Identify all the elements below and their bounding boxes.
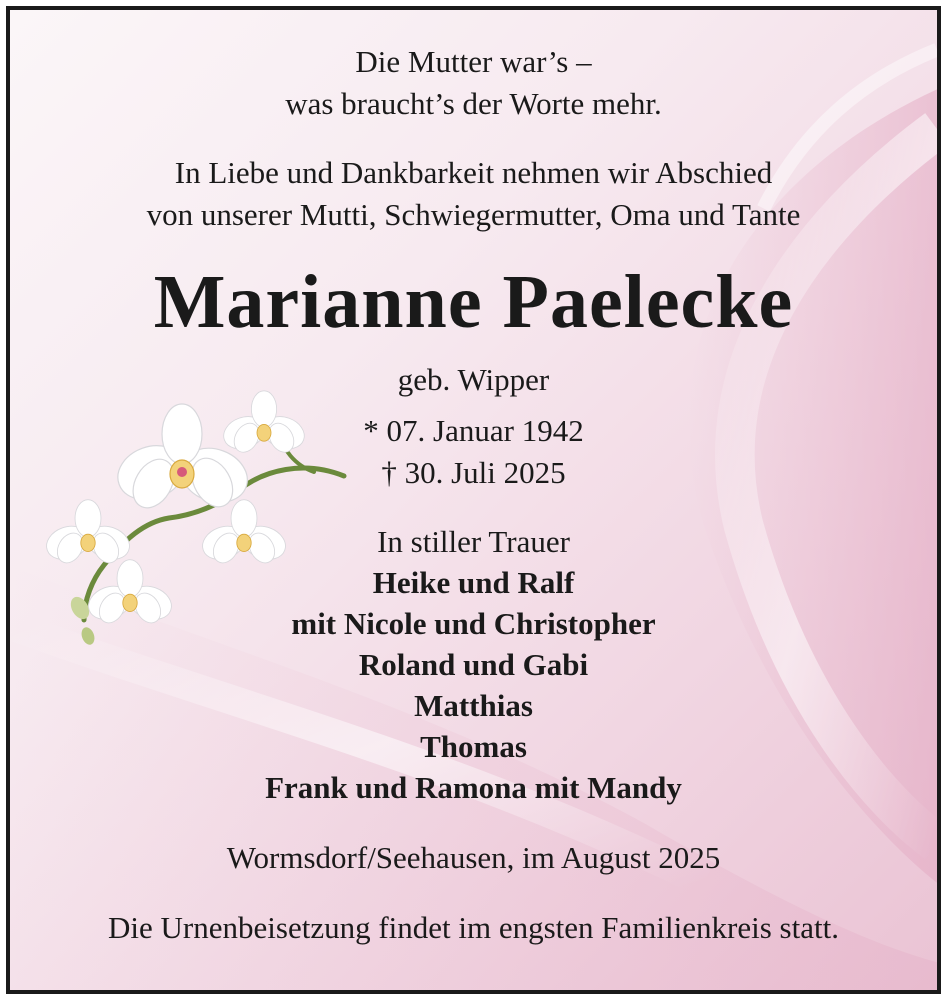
verse-line-2: was braucht’s der Worte mehr. [285, 86, 662, 121]
deceased-name: Marianne Paelecke [153, 260, 794, 344]
birth-date: * 07. Januar 1942 [363, 413, 584, 448]
mourner-name: Frank und Ramona mit Mandy [265, 770, 682, 805]
mourner-name: mit Nicole und Christopher [291, 606, 656, 641]
intro-line-2: von unserer Mutti, Schwiegermutter, Oma und Tante [146, 197, 801, 232]
notice-text [10, 10, 937, 990]
place-date: Wormsdorf/Seehausen, im August 2025 [226, 840, 721, 875]
mourner-name: Heike und Ralf [372, 565, 575, 600]
maiden-name: geb. Wipper [397, 362, 550, 397]
mourner-name: Matthias [414, 688, 533, 723]
obituary-notice [6, 6, 941, 994]
mourner-name: Roland und Gabi [358, 647, 589, 682]
mourner-name: Thomas [420, 729, 527, 764]
verse-line-1: Die Mutter war’s – [355, 44, 592, 79]
intro-line-1: In Liebe und Dankbarkeit nehmen wir Abschied [174, 155, 773, 190]
death-date: † 30. Juli 2025 [381, 455, 566, 490]
mourning-intro: In stiller Trauer [377, 524, 570, 559]
burial-note: Die Urnenbeisetzung findet im engsten Familienkreis statt. [108, 910, 839, 945]
